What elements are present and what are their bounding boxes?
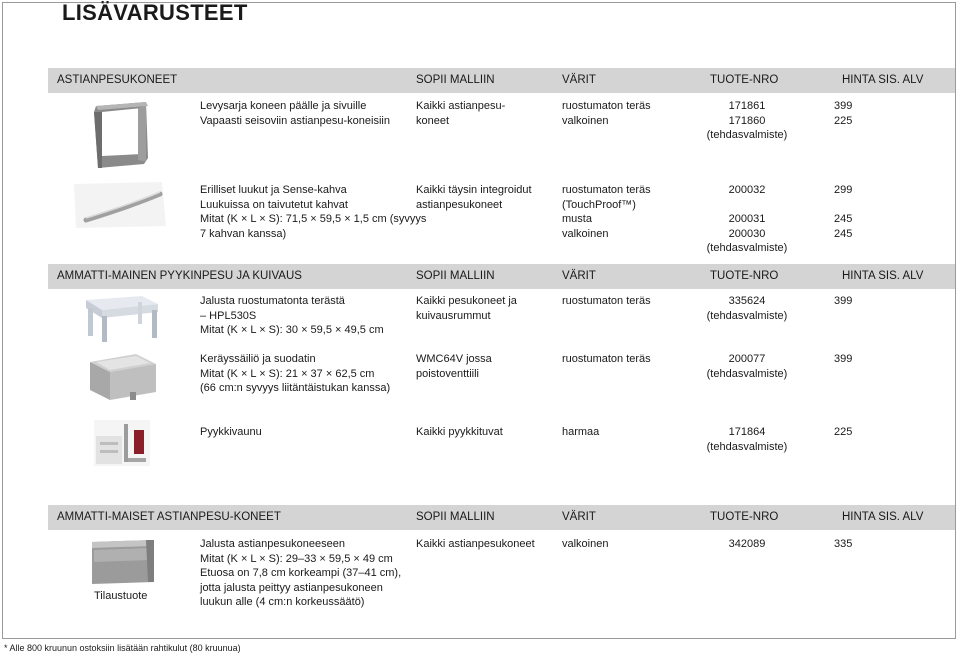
- laundry-stand-photo: [80, 294, 162, 344]
- header-price: HINTA SIS. ALV: [842, 74, 924, 86]
- section-header-pro-dishwashers: [48, 505, 955, 530]
- header-fit: SOPII MALLIIN: [416, 270, 495, 282]
- product-fit: Kaikki täysin integroidut astianpesukoneet: [416, 184, 532, 211]
- header-code: TUOTE-NRO: [710, 511, 779, 523]
- product-desc: Erilliset luukut ja Sense-kahva Luukuissa on taivutetut kahvat Mitat (K × L × S): 71,5 × 59,5 × 1,5 cm (syvyys 7 kahvan kanssa): [200, 184, 427, 240]
- made-to-order-caption: Tilaustuote: [94, 590, 148, 602]
- product-color: ruostumaton teräs (TouchProof™) musta valkoinen: [562, 184, 651, 240]
- product-color: harmaa: [562, 426, 600, 438]
- footnote: * Alle 800 kruunun ostoksiin lisätään rahtikulut (80 kruunua): [4, 643, 241, 653]
- product-price: 299 245 245: [834, 184, 853, 240]
- page-title: LISÄVARUSTEET: [62, 0, 248, 25]
- header-code: TUOTE-NRO: [710, 74, 779, 86]
- product-code: 200077 (tehdasvalmiste): [706, 353, 788, 380]
- header-fit: SOPII MALLIIN: [416, 74, 495, 86]
- product-price: 335: [834, 538, 853, 550]
- product-color: ruostumaton teräs: [562, 353, 651, 365]
- section-header-laundry: [48, 264, 955, 289]
- dishwasher-stand-photo: [90, 538, 156, 586]
- laundry-trolley-photo: [94, 420, 150, 466]
- product-fit: WMC64V jossa poistoventtiili: [416, 353, 492, 380]
- header-color: VÄRIT: [562, 74, 596, 86]
- product-desc: Jalusta astianpesukoneeseen Mitat (K × L × S): 29–33 × 59,5 × 49 cm Etuosa on 7,8 cm korkeampi (37–41 cm), jotta jalusta peittyy astianpesukoneen luukun alle (4 cm:n korkeussäätö): [200, 538, 402, 608]
- header-price: HINTA SIS. ALV: [842, 270, 924, 282]
- product-code: 335624 (tehdasvalmiste): [706, 295, 788, 322]
- product-fit: Kaikki pesukoneet ja kuivausrummut: [416, 295, 517, 322]
- product-desc: Keräyssäiliö ja suodatin Mitat (K × L × S): 21 × 37 × 62,5 cm (66 cm:n syvyys liitäntäistukan kanssa): [200, 353, 391, 394]
- header-name: AMMATTI-MAISET ASTIANPESU-KONEET: [57, 511, 281, 523]
- product-price: 399: [834, 353, 853, 365]
- product-price: 399 225: [834, 100, 853, 127]
- header-price: HINTA SIS. ALV: [842, 511, 924, 523]
- header-color: VÄRIT: [562, 511, 596, 523]
- product-price: 225: [834, 426, 853, 438]
- product-fit: Kaikki pyykkituvat: [416, 426, 503, 438]
- product-desc: Jalusta ruostumatonta terästä – HPL530S Mitat (K × L × S): 30 × 59,5 × 49,5 cm: [200, 295, 384, 336]
- panel-set-photo: [88, 98, 154, 174]
- product-code: 200032 200031 200030 (tehdasvalmiste): [706, 184, 788, 254]
- header-code: TUOTE-NRO: [710, 270, 779, 282]
- product-desc: Pyykkivaunu: [200, 426, 262, 438]
- product-color: ruostumaton teräs valkoinen: [562, 100, 651, 127]
- product-price: 399: [834, 295, 853, 307]
- header-name: AMMATTI-MAINEN PYYKINPESU JA KUIVAUS: [57, 270, 302, 282]
- header-fit: SOPII MALLIIN: [416, 511, 495, 523]
- product-code: 171864 (tehdasvalmiste): [706, 426, 788, 453]
- header-name: ASTIANPESUKONEET: [57, 74, 178, 86]
- header-color: VÄRIT: [562, 270, 596, 282]
- door-handle-photo: [72, 180, 168, 230]
- product-fit: Kaikki astianpesu- koneet: [416, 100, 506, 127]
- section-header-dishwashers: [48, 68, 955, 93]
- product-desc: Levysarja koneen päälle ja sivuille Vapaasti seisoviin astianpesu-koneisiin: [200, 100, 390, 127]
- product-color: valkoinen: [562, 538, 609, 550]
- product-code: 171861 171860 (tehdasvalmiste): [706, 100, 788, 141]
- product-code: 342089: [728, 538, 766, 550]
- collection-tank-photo: [86, 350, 158, 406]
- product-color: ruostumaton teräs: [562, 295, 651, 307]
- product-fit: Kaikki astianpesukoneet: [416, 538, 535, 550]
